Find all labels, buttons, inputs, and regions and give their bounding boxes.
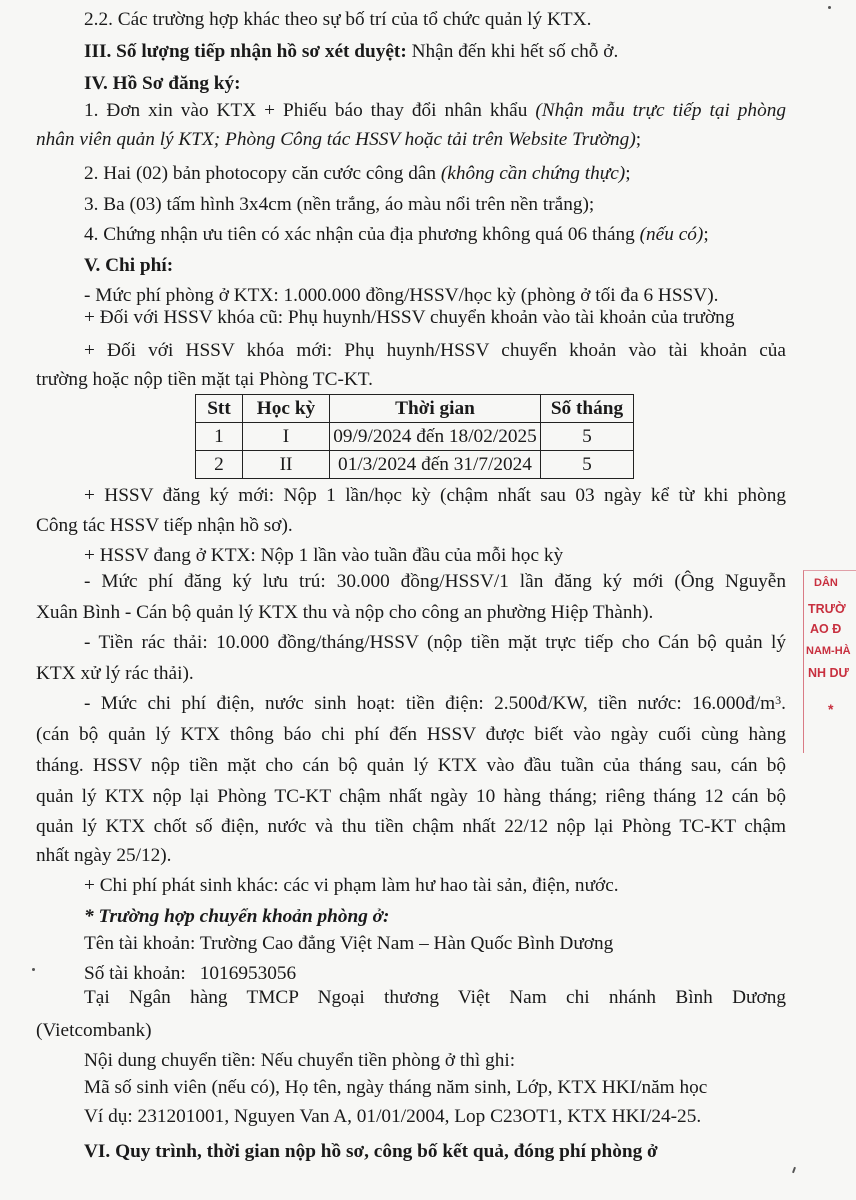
item-1-end: ; <box>635 129 642 150</box>
stamp-text-4: NAM-HÀ <box>806 645 851 657</box>
section-iv-heading: IV. Hồ Sơ đăng ký: <box>84 73 241 94</box>
speck-mark <box>792 1167 796 1173</box>
item-2-text: 2. Hai (02) bản photocopy căn cước công dân <box>84 163 441 184</box>
section-iii-heading: III. Số lượng tiếp nhận hồ sơ xét duyệt: <box>84 41 407 62</box>
account-name-line: Tên tài khoản: Trường Cao đẳng Việt Nam – Hàn Quốc Bình Dương <box>84 933 614 954</box>
item-1-line <box>84 99 786 123</box>
cell-months: 5 <box>541 451 634 479</box>
account-number-value: 1016953056 <box>199 963 297 984</box>
item-2-note: (không cần chứng thực) <box>440 163 626 184</box>
bank-cont-line: (Vietcombank) <box>36 1020 152 1041</box>
utility-note-line-1: (cán bộ quản lý KTX thông báo chi phí đến HSSV được biết vào ngày cuối cùng hàng <box>36 724 786 745</box>
item-2-end: ; <box>625 163 631 184</box>
item-4-end: ; <box>703 224 709 245</box>
new-registration-cont-line: Công tác HSSV tiếp nhận hồ sơ). <box>36 515 293 536</box>
cell-semester: II <box>243 451 330 479</box>
header-semester: Học kỳ <box>243 395 330 423</box>
item-1-text: 1. Đơn xin vào KTX + Phiếu báo thay đổi nhân khẩu <box>84 100 536 121</box>
section-vi-heading: VI. Quy trình, thời gian nộp hồ sơ, công bố kết quả, đóng phí phòng ở <box>84 1141 658 1162</box>
waste-fee-line: - Tiền rác thải: 10.000 đồng/tháng/HSSV (nộp tiền mặt trực tiếp cho Cán bộ quản lý <box>84 632 786 653</box>
utility-note-line-3: quản lý KTX nộp lại Phòng TC-KT chậm nhất ngày 10 hàng tháng; riêng tháng 12 cán bộ <box>36 786 786 807</box>
stamp-text-5: NH DƯ <box>808 666 849 680</box>
stamp-text-2: TRƯỜ <box>808 602 846 616</box>
room-fee-line: - Mức phí phòng ở KTX: 1.000.000 đồng/HSSV/học kỳ (phòng ở tối đa 6 HSSV). <box>84 285 719 306</box>
transfer-content-line: Nội dung chuyển tiền: Nếu chuyển tiền phòng ở thì ghi: <box>84 1050 516 1071</box>
item-4-note: (nếu có) <box>639 224 704 245</box>
item-4-line <box>84 223 709 247</box>
cell-stt: 1 <box>196 423 243 451</box>
old-students-line: + Đối với HSSV khóa cũ: Phụ huynh/HSSV chuyển khoản vào tài khoản của trường <box>84 307 735 328</box>
item-1-note: (Nhận mẫu trực tiếp tại phòng <box>535 100 786 121</box>
cell-semester: I <box>243 423 330 451</box>
header-stt: Stt <box>196 395 243 423</box>
item-4-text: 4. Chứng nhận ưu tiên có xác nhận của địa phương không quá 06 tháng <box>84 224 640 245</box>
cell-period: 01/3/2024 đến 31/7/2024 <box>330 451 541 479</box>
stamp-star: * <box>828 701 834 717</box>
utility-note-line-4: quản lý KTX chốt số điện, nước và thu tiền chậm nhất 22/12 nộp lại Phòng TC-KT chậm <box>36 816 786 837</box>
current-residents-line: + HSSV đang ở KTX: Nộp 1 lần vào tuần đầu của mỗi học kỳ <box>84 545 564 566</box>
stamp-text-3: AO Đ <box>810 622 842 636</box>
account-number-line <box>84 962 296 986</box>
waste-fee-cont-line: KTX xử lý rác thải). <box>36 663 194 684</box>
item-1-note-cont: nhân viên quản lý KTX; Phòng Công tác HSSV hoặc tải trên Website Trường) <box>36 129 636 150</box>
table-row <box>196 451 634 479</box>
fee-schedule-table <box>195 394 634 479</box>
transfer-format-line: Mã số sinh viên (nếu có), Họ tên, ngày tháng năm sinh, Lớp, KTX HKI/năm học <box>84 1077 708 1098</box>
section-2-2-line: 2.2. Các trường hợp khác theo sự bố trí của tổ chức quản lý KTX. <box>84 9 592 30</box>
new-students-line: + Đối với HSSV khóa mới: Phụ huynh/HSSV chuyển khoản vào tài khoản của <box>84 340 786 361</box>
table-header-row <box>196 395 634 423</box>
section-iii-line <box>84 40 618 64</box>
table-row <box>196 423 634 451</box>
new-registration-line: + HSSV đăng ký mới: Nộp 1 lần/học kỳ (chậm nhất sau 03 ngày kể từ khi phòng <box>84 485 786 506</box>
utility-fee-text: - Mức chi phí điện, nước sinh hoạt: tiền điện: 2.500đ/KW, tiền nước: 16.000đ/m <box>84 693 776 714</box>
cell-stt: 2 <box>196 451 243 479</box>
utility-note-line-2: tháng. HSSV nộp tiền mặt cho cán bộ quản lý KTX vào đầu tuần của tháng sau, cán bộ <box>36 755 786 776</box>
residence-fee-cont-line: Xuân Bình - Cán bộ quản lý KTX thu và nộp cho công an phường Hiệp Thành). <box>36 602 654 623</box>
utility-fee-end: . <box>781 693 786 714</box>
item-1-cont-line <box>36 128 641 152</box>
stamp-text-1: DÂN <box>814 577 838 589</box>
red-stamp-fragment <box>803 570 856 753</box>
speck-mark <box>32 968 35 971</box>
cell-months: 5 <box>541 423 634 451</box>
other-costs-line: + Chi phí phát sinh khác: các vi phạm làm hư hao tài sản, điện, nước. <box>84 875 619 896</box>
header-months: Số tháng <box>541 395 634 423</box>
utility-fee-line <box>84 692 786 716</box>
item-3-line: 3. Ba (03) tấm hình 3x4cm (nền trắng, áo màu nổi trên nền trắng); <box>84 194 595 215</box>
speck-mark <box>828 6 831 9</box>
cell-period: 09/9/2024 đến 18/02/2025 <box>330 423 541 451</box>
header-period: Thời gian <box>330 395 541 423</box>
transfer-heading: * Trường hợp chuyển khoản phòng ở: <box>84 906 390 927</box>
bank-line: Tại Ngân hàng TMCP Ngoại thương Việt Nam chi nhánh Bình Dương <box>84 987 786 1008</box>
transfer-example-line: Ví dụ: 231201001, Nguyen Van A, 01/01/2004, Lop C23OT1, KTX HKI/24-25. <box>84 1106 702 1127</box>
section-iii-text: Nhận đến khi hết số chỗ ở. <box>406 41 619 62</box>
account-number-label: Số tài khoản: <box>84 963 186 984</box>
residence-fee-line: - Mức phí đăng ký lưu trú: 30.000 đồng/HSSV/1 lần đăng ký mới (Ông Nguyễn <box>84 571 786 592</box>
item-2-line <box>84 162 631 186</box>
new-students-cont-line: trường hoặc nộp tiền mặt tại Phòng TC-KT. <box>36 369 373 390</box>
section-v-heading: V. Chi phí: <box>84 255 174 276</box>
utility-note-line-5: nhất ngày 25/12). <box>36 845 172 866</box>
utility-fee-superscript: 3 <box>775 693 782 707</box>
